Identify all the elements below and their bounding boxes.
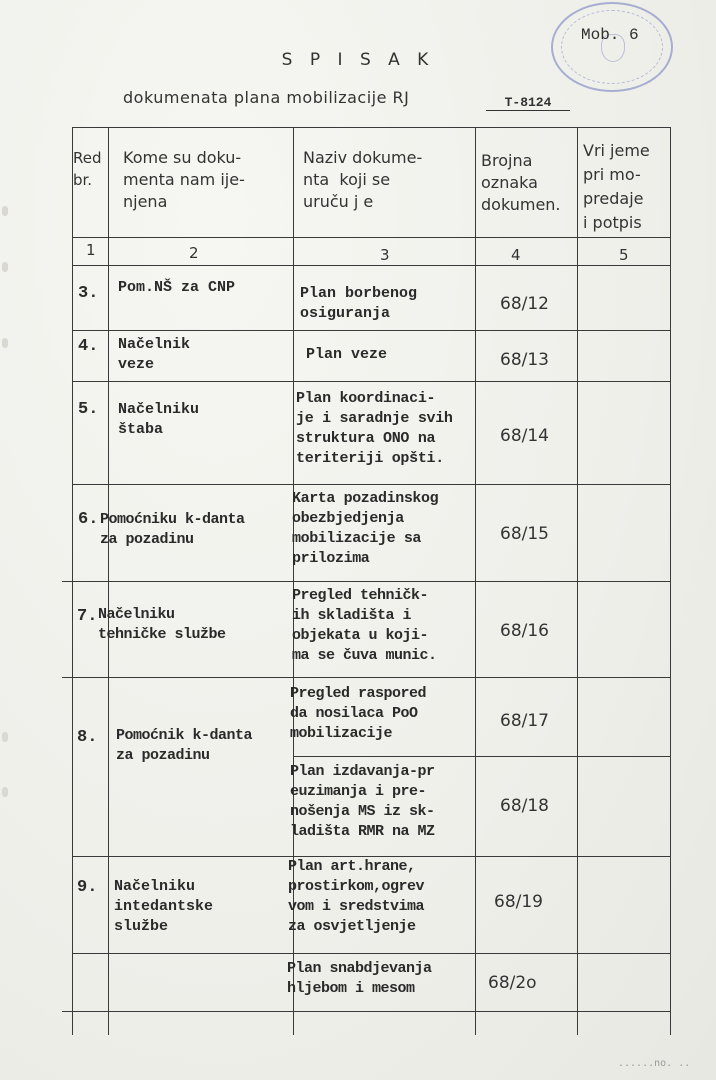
column-number-5: 5 — [619, 246, 629, 264]
document-code-cell: 68/15 — [500, 524, 549, 544]
document-subtitle: dokumenata plana mobilizacije RJ — [123, 88, 410, 107]
row-number: 7. — [77, 607, 98, 626]
header-recipient: Kome su doku- menta nam ije- njena — [123, 148, 245, 211]
column-number-4: 4 — [511, 246, 521, 264]
document-name-cell: Karta pozadinskog obezbjedjenja mobilizacije sa prilozima — [292, 490, 439, 567]
document-code-cell: 68/14 — [500, 426, 549, 446]
official-stamp — [551, 2, 673, 92]
recipient-cell: Pom.NŠ za CNP — [118, 279, 236, 296]
document-name-cell: Plan koordinaci- je i saradnje svih struktura ONO na teriteriji opšti. — [296, 390, 453, 467]
document-name-cell: Pregled raspored da nosilaca PoO mobilizacije — [290, 685, 427, 742]
recipient-cell: Načelniku štaba — [118, 401, 200, 438]
document-code-cell: 68/12 — [500, 294, 549, 314]
row-number: 5. — [78, 400, 99, 419]
recipient-cell: Načelnik veze — [118, 336, 191, 373]
document-name-cell: Plan borbenog osiguranja — [300, 285, 418, 322]
document-code-cell: 68/18 — [500, 796, 549, 816]
column-number-2: 2 — [189, 244, 199, 262]
header-document-name: Naziv dokume- nta koji se uruču j e — [303, 148, 423, 211]
recipient-cell: Načelniku intedantske službe — [114, 878, 214, 935]
document-code-cell: 68/16 — [500, 621, 549, 641]
document-name-cell: Plan snabdjevanja hljebom i mesom — [287, 960, 432, 997]
header-document-code: Brojna oznaka dokumen. — [481, 151, 561, 214]
document-name-cell: Plan veze — [306, 346, 388, 363]
recipient-cell: Načelniku tehničke službe — [98, 606, 226, 643]
column-number-1: 1 — [86, 241, 96, 259]
footer-marks: ......no. .. — [618, 1058, 691, 1069]
document-code-cell: 68/19 — [494, 892, 543, 912]
document-code-cell: 68/13 — [500, 350, 549, 370]
document-code-cell: 68/2o — [488, 973, 537, 993]
header-red-br: Red br. — [73, 149, 102, 189]
row-number: 9. — [77, 878, 98, 897]
document-title: S P I S A K — [281, 50, 435, 70]
document-code-cell: 68/17 — [500, 711, 549, 731]
mob-label: Mob. 6 — [581, 26, 639, 44]
row-number: 8. — [77, 728, 98, 747]
row-number: 4. — [78, 337, 99, 356]
unit-code: T-8124 — [486, 96, 570, 111]
document-name-cell: Pregled tehničk- ih skladišta i objekata u koji- ma se čuva munic. — [292, 587, 437, 664]
document-name-cell: Plan art.hrane, prostirkom,ogrev vom i sredstvima za osvjetljenje — [288, 858, 425, 935]
header-handover: Vri jeme pri mo- predaje i potpis — [583, 141, 650, 232]
document-name-cell: Plan izdavanja-pr euzimanja i pre- nošenja MS iz sk- ladišta RMR na MZ — [290, 763, 435, 840]
recipient-cell: Pomoćniku k-danta za pozadinu — [100, 511, 245, 548]
row-number: 3. — [78, 284, 99, 303]
column-number-3: 3 — [380, 246, 390, 264]
recipient-cell: Pomoćnik k-danta za pozadinu — [116, 727, 253, 764]
row-number: 6. — [78, 510, 99, 529]
